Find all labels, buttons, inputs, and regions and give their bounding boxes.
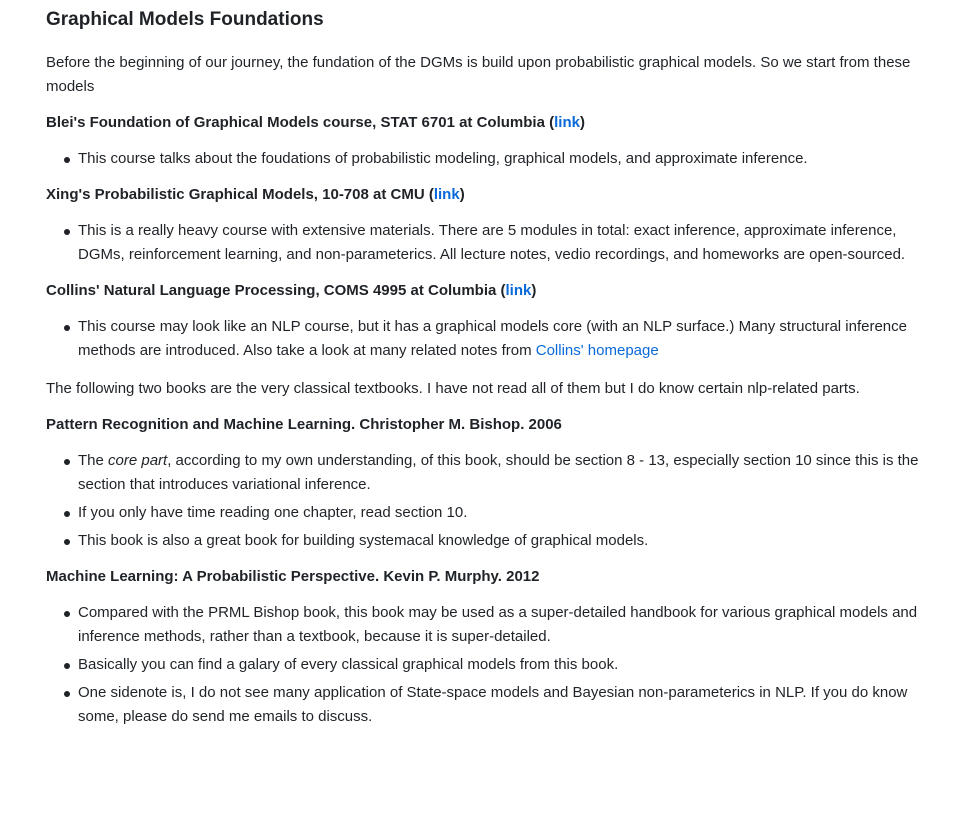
list-item-text: This course may look like an NLP course, but it has a graphical models core (with an NLP surface.) Many structural inference methods are introduced. Also take a look at many related notes from: [78, 318, 907, 359]
xing-list: [46, 219, 929, 267]
intro-paragraph: Before the beginning of our journey, the fundation of the DGMs is build upon probabilistic graphical models. So we start from these models: [46, 54, 911, 95]
book-heading-prml: Pattern Recognition and Machine Learning. Christopher M. Bishop. 2006: [46, 416, 562, 433]
list-item: [78, 449, 929, 497]
section-heading-text: Collins' Natural Language Processing, COMS 4995 at Columbia: [46, 282, 497, 299]
list-item: [78, 315, 929, 363]
collins-list: [46, 315, 929, 363]
xing-course-link[interactable]: link: [433, 186, 460, 203]
list-item-text: , according to my own understanding, of this book, should be section 8 - 13, especially section 10 since this is the section that introduces variational inference.: [78, 452, 919, 493]
list-item: This course talks about the foudations of probabilistic modeling, graphical models, and approximate inference.: [78, 147, 929, 171]
books-intro-paragraph: The following two books are the very classical textbooks. I have not read all of them but I do know certain nlp-related parts.: [46, 380, 860, 397]
section-heading-text: Blei's Foundation of Graphical Models course, STAT 6701 at Columbia: [46, 114, 545, 131]
collins-homepage-link[interactable]: Collins' homepage: [535, 342, 659, 359]
list-item: This book is also a great book for building systemacal knowledge of graphical models.: [78, 529, 929, 553]
page-title: Graphical Models Foundations: [46, 9, 324, 30]
list-item: This is a really heavy course with extensive materials. There are 5 modules in total: exact inference, approximate inference, DGMs, reinforcement learning, and non-parameterics. All lecture notes, vedio recordings, and homeworks are open-sourced.: [78, 219, 929, 267]
collins-course-link[interactable]: link: [505, 282, 532, 299]
book-heading-murphy: Machine Learning: A Probabilistic Perspective. Kevin P. Murphy. 2012: [46, 568, 540, 585]
section-heading-text: Xing's Probabilistic Graphical Models, 10-708 at CMU: [46, 186, 425, 203]
murphy-list: [46, 601, 929, 729]
blei-course-link[interactable]: link: [554, 114, 580, 131]
section-heading-collins: Collins' Natural Language Processing, COMS 4995 at Columbia (link): [46, 282, 537, 299]
list-item: One sidenote is, I do not see many application of State-space models and Bayesian non-parameterics in NLP. If you do know some, please do send me emails to discuss.: [78, 681, 929, 729]
section-heading-blei: Blei's Foundation of Graphical Models course, STAT 6701 at Columbia (link): [46, 114, 585, 131]
list-item: Compared with the PRML Bishop book, this book may be used as a super-detailed handbook for various graphical models and inference methods, rather than a textbook, because it is super-detailed.: [78, 601, 929, 649]
list-item-text: The: [78, 452, 109, 469]
emphasis-text: core part: [108, 452, 168, 469]
prml-list: [46, 449, 929, 553]
blei-list: [46, 147, 929, 171]
section-heading-xing: Xing's Probabilistic Graphical Models, 10-708 at CMU (link): [46, 186, 465, 203]
list-item: If you only have time reading one chapter, read section 10.: [78, 501, 929, 525]
list-item: Basically you can find a galary of every classical graphical models from this book.: [78, 653, 929, 677]
